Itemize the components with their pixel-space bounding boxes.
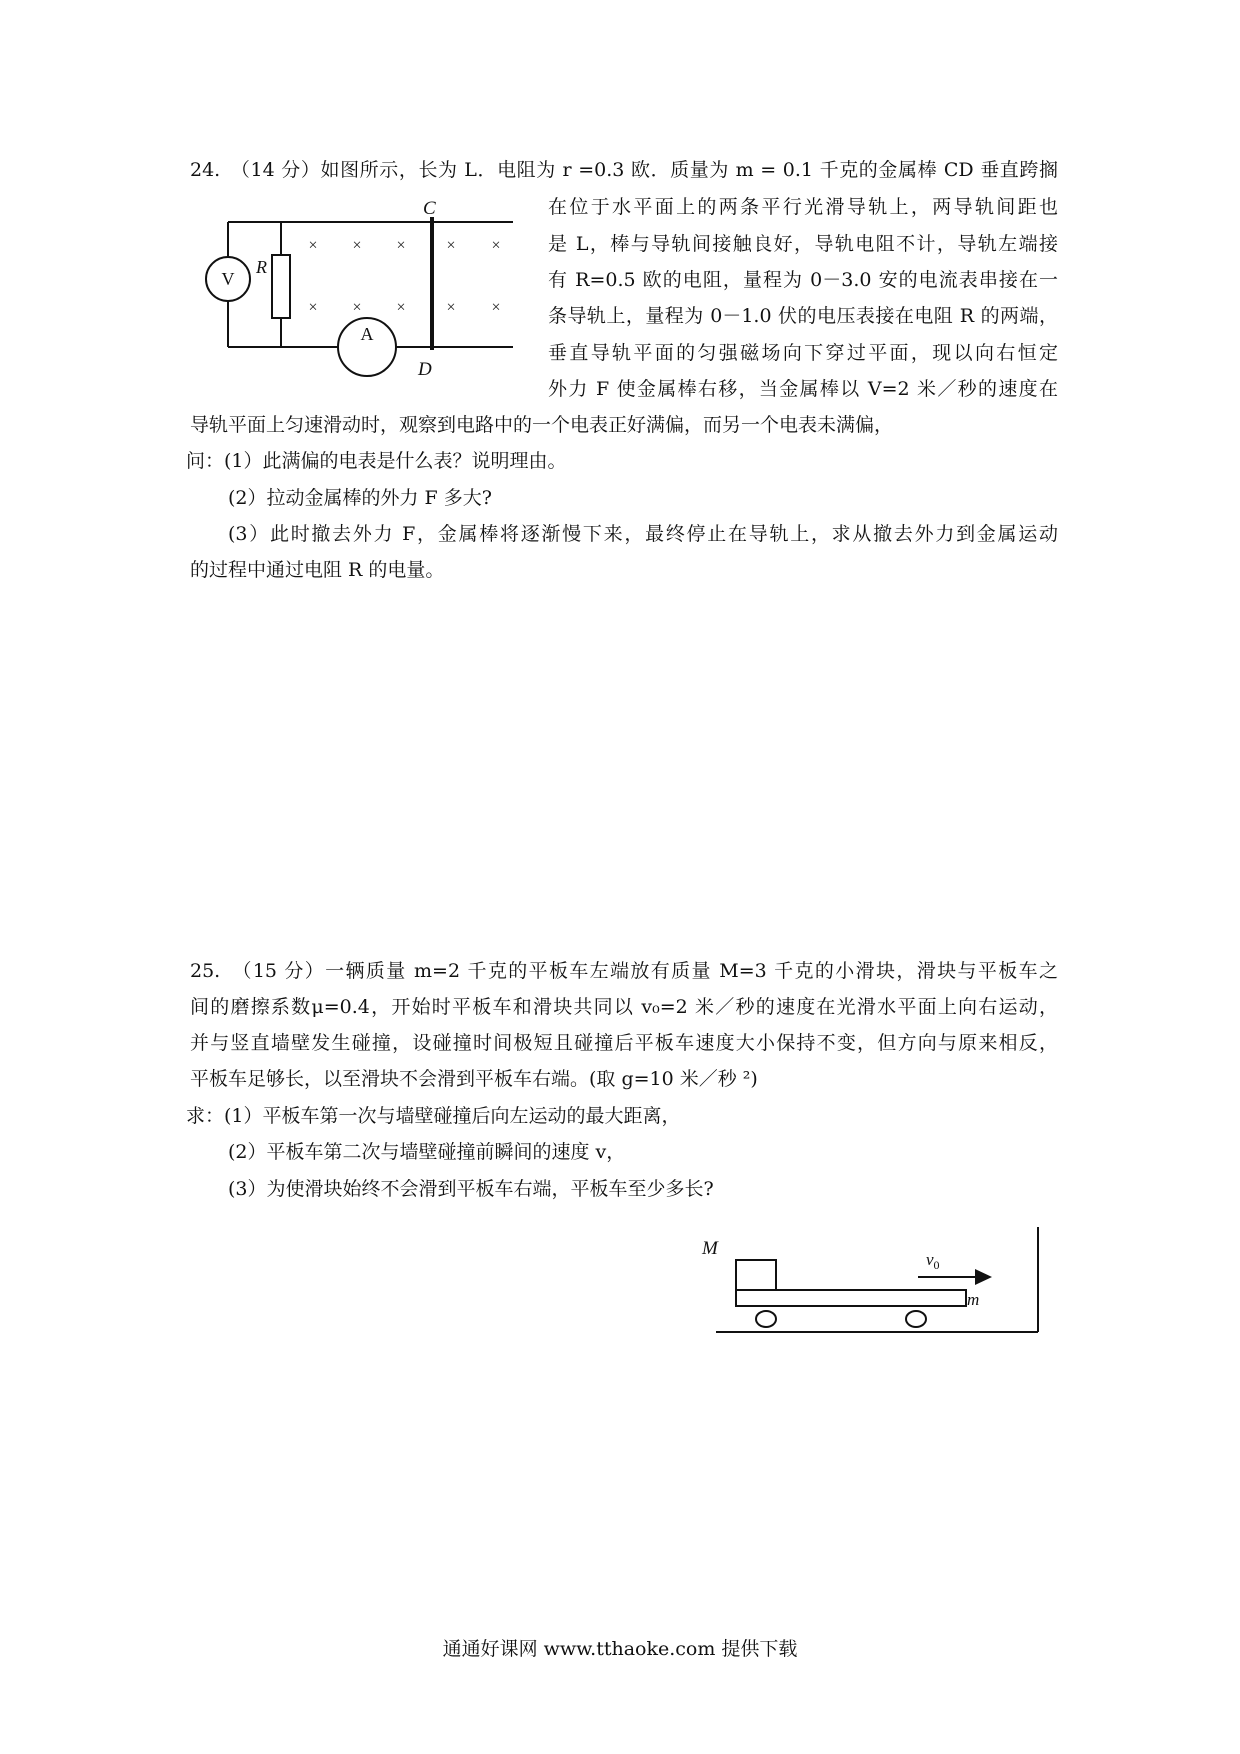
q25-line-2: 间的磨擦系数μ=0.4，开始时平板车和滑块共同以 v₀=2 米／秒的速度在光滑水平面上向右运动， (190, 996, 1058, 1018)
q25-question-1: 求：(1）平板车第一次与墙壁碰撞后向左运动的最大距离， (186, 1105, 681, 1127)
field-mark: × (396, 299, 406, 316)
field-mark: × (352, 237, 362, 254)
q25-line-3: 并与竖直墙壁发生碰撞，设碰撞时间极短且碰撞后平板车速度大小保持不变，但方向与原来相反， (190, 1032, 1058, 1054)
field-mark: × (396, 237, 406, 254)
label-m: m (967, 1290, 980, 1309)
q25-cart-figure (690, 1215, 1080, 1350)
q25-question-2: (2）平板车第二次与墙壁碰撞前瞬间的速度 v， (228, 1141, 626, 1163)
q25-line-1: 25. （15 分）一辆质量 m=2 千克的平板车左端放有质量 M=3 千克的小滑块，滑块与平板车之 (190, 960, 1058, 982)
field-mark: × (491, 237, 501, 254)
q24-side-line: 是 L，棒与导轨间接触良好，导轨电阻不计，导轨左端接 (548, 233, 1058, 255)
q24-circuit-figure (195, 195, 525, 385)
q24-line-full: 导轨平面上匀速滑动时，观察到电路中的一个电表正好满偏，而另一个电表未满偏， (190, 414, 894, 436)
label-voltmeter: V (221, 269, 235, 289)
label-M: M (702, 1238, 718, 1259)
q24-side-line: 外力 F 使金属棒右移，当金属棒以 V=2 米／秒的速度在 (548, 378, 1058, 400)
label-v0: $v_0$ (926, 1250, 940, 1272)
page-footer: 通通好课网 www.tthaoke.com 提供下载 (442, 1638, 798, 1660)
resistor-symbol (272, 255, 290, 318)
field-mark: × (446, 299, 456, 316)
field-mark: × (308, 299, 318, 316)
label-ammeter: A (360, 324, 374, 344)
wheel-icon (756, 1311, 776, 1327)
field-mark: × (352, 299, 362, 316)
q24-question-2: (2）拉动金属棒的外力 F 多大? (228, 487, 492, 509)
q25-line-4: 平板车足够长，以至滑块不会滑到平板车右端。(取 g=10 米／秒 ²) (190, 1068, 758, 1090)
flatbed-cart (736, 1290, 966, 1306)
q24-side-line: 条导轨上，量程为 0－1.0 伏的电压表接在电阻 R 的两端， (548, 305, 1058, 327)
arrow-head-icon (975, 1269, 992, 1285)
label-resistor: R (256, 257, 267, 277)
q24-side-line: 有 R=0.5 欧的电阻，量程为 0－3.0 安的电流表串接在一 (548, 269, 1058, 291)
q24-question-1: 问：(1）此满偏的电表是什么表？说明理由。 (186, 450, 567, 472)
field-mark: × (446, 237, 456, 254)
label-d: D (418, 359, 432, 380)
q24-line-1: 24. （14 分）如图所示，长为 L．电阻为 r =0.3 欧．质量为 m = 0.1 千克的金属棒 CD 垂直跨搁 (190, 159, 1058, 181)
field-mark: × (308, 237, 318, 254)
q24-question-3b: 的过程中通过电阻 R 的电量。 (190, 559, 445, 581)
wheel-icon (906, 1311, 926, 1327)
q24-side-line: 在位于水平面上的两条平行光滑导轨上，两导轨间距也 (548, 196, 1058, 218)
q24-side-line: 垂直导轨平面的匀强磁场向下穿过平面，现以向右恒定 (548, 342, 1058, 364)
slider-block (736, 1260, 776, 1290)
label-c: C (423, 198, 436, 219)
field-mark: × (491, 299, 501, 316)
q25-question-3: (3）为使滑块始终不会滑到平板车右端，平板车至少多长? (228, 1178, 714, 1200)
q24-question-3a: (3）此时撤去外力 F，金属棒将逐渐慢下来，最终停止在导轨上，求从撤去外力到金属运动 (228, 523, 1058, 545)
